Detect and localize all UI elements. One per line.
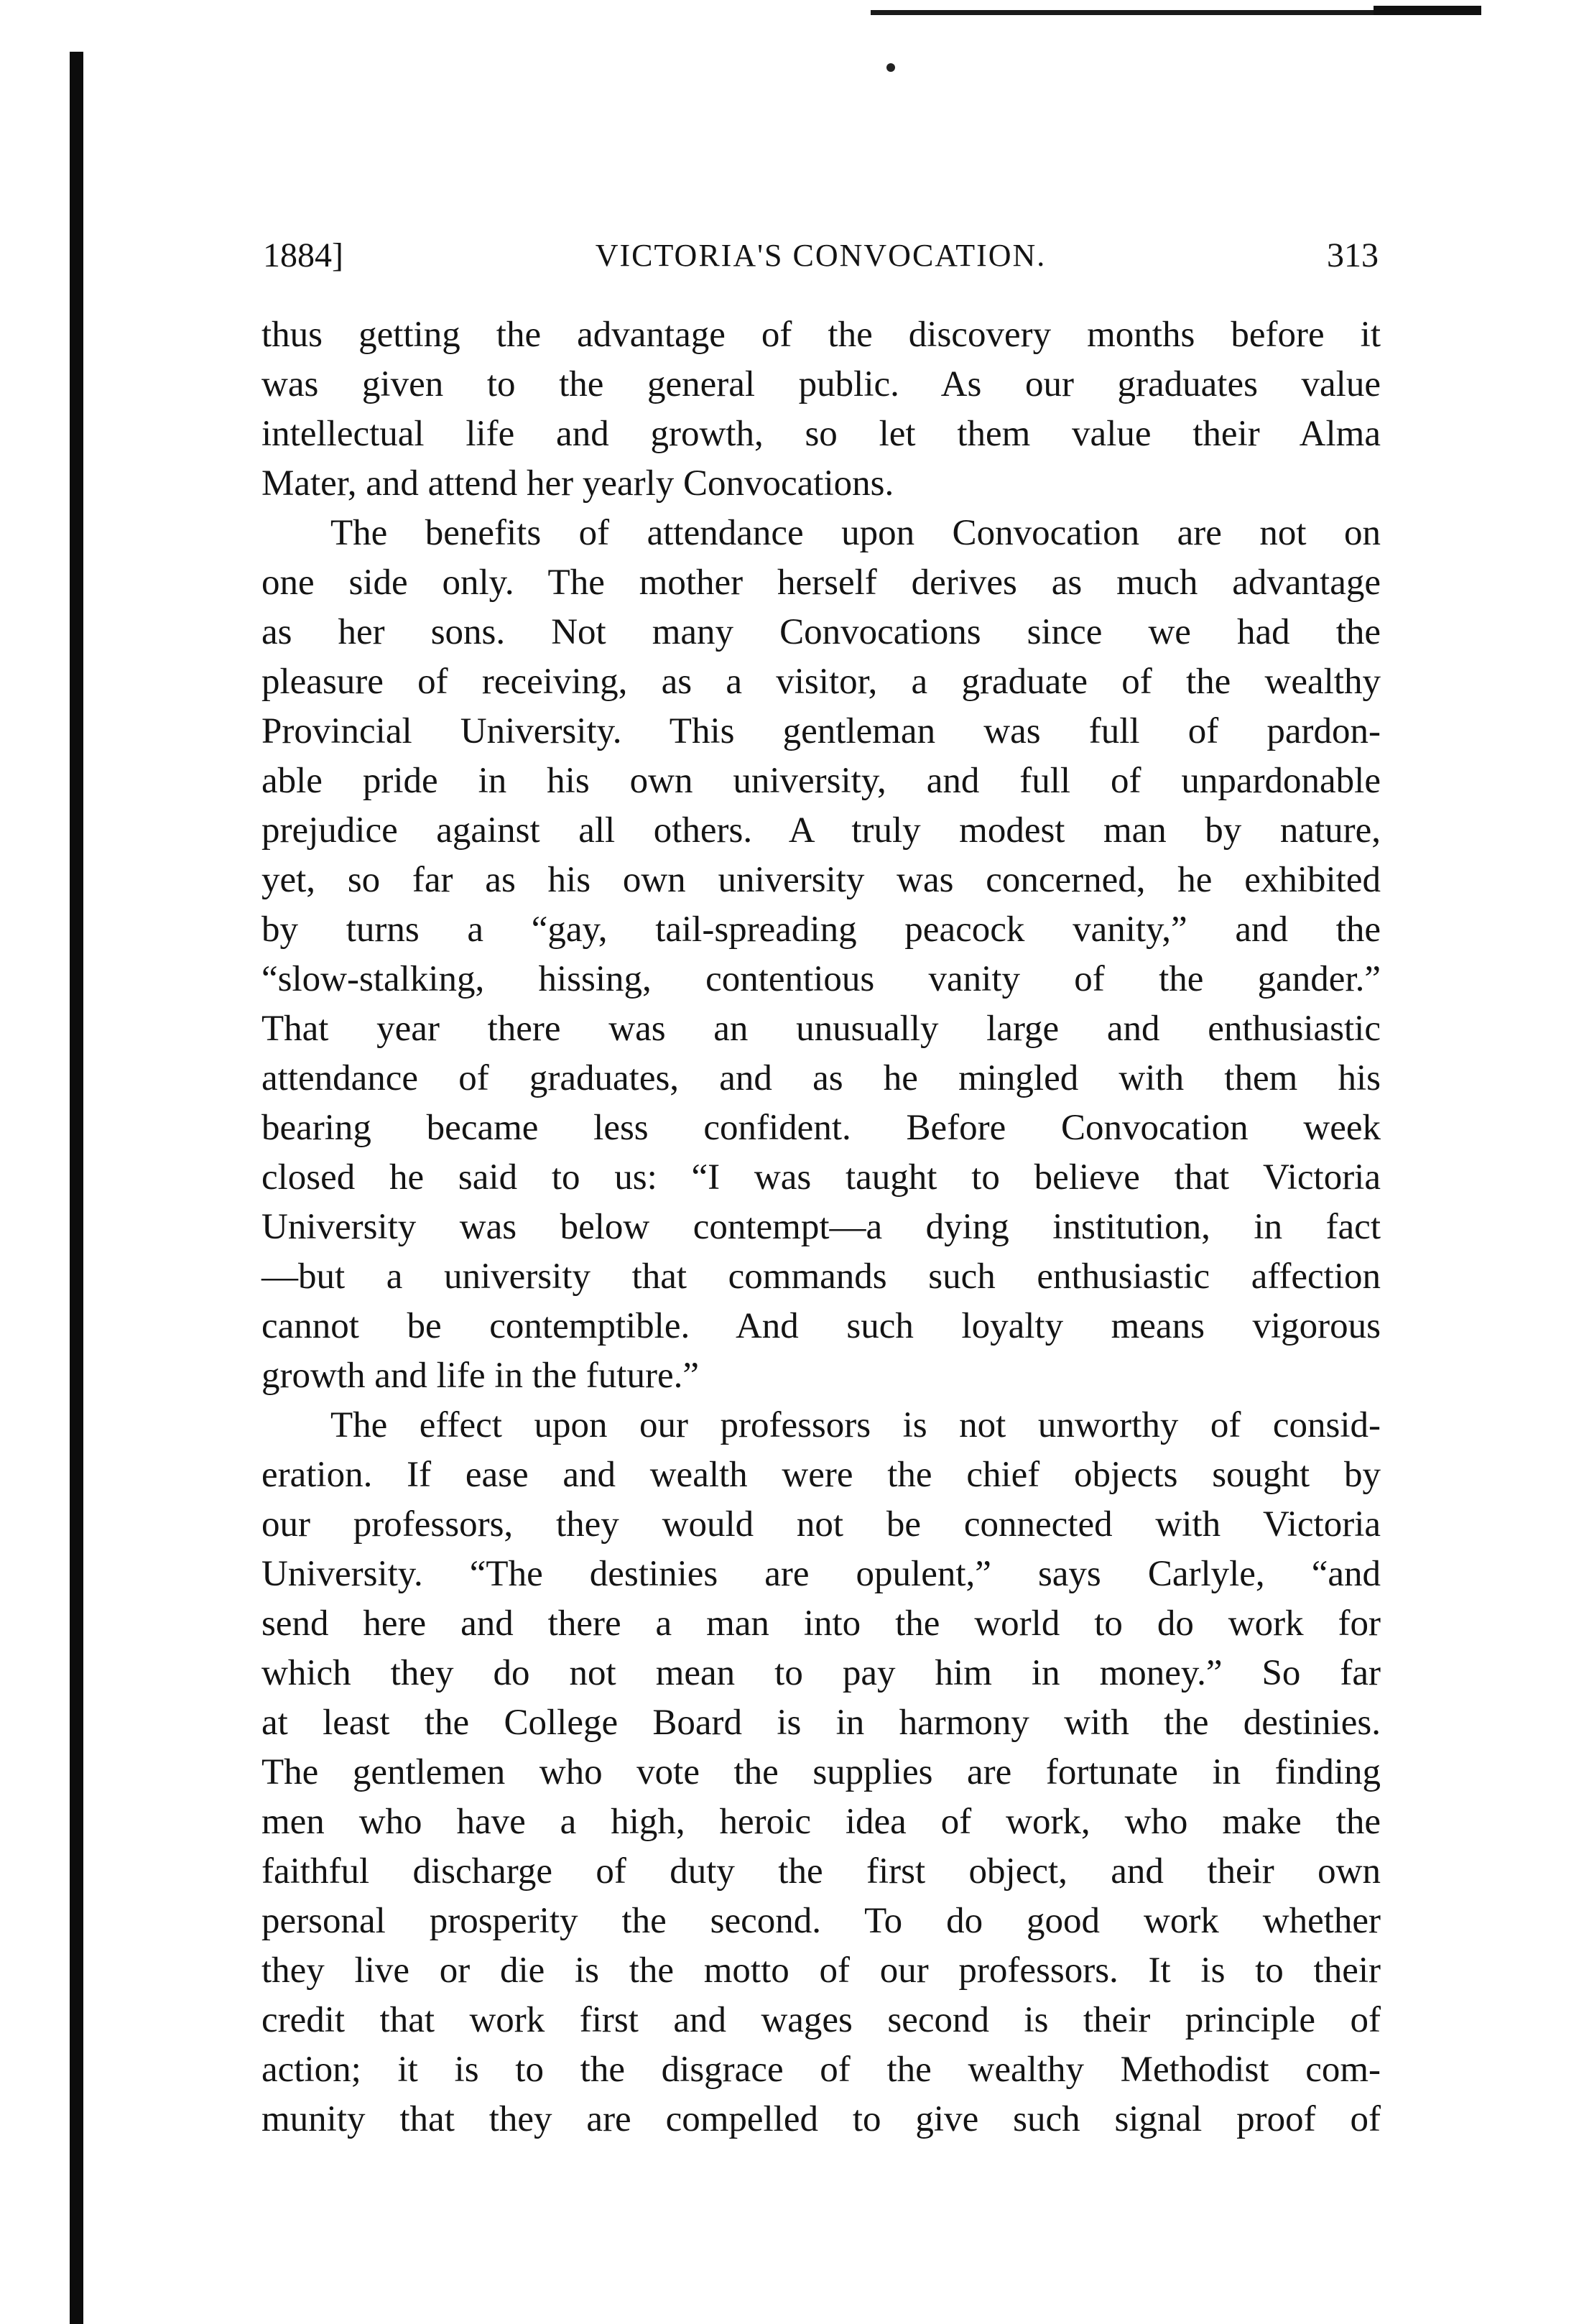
text-line: University was below contempt—a dying institution, in fact: [261, 1207, 1381, 1247]
text-line: attendance of graduates, and as he mingled with them his: [261, 1058, 1381, 1098]
header-title: VICTORIA'S CONVOCATION.: [595, 238, 1047, 273]
text-line: at least the College Board is in harmony with the destinies.: [261, 1703, 1381, 1743]
page-edge-bar: [70, 52, 83, 2324]
text-line: bearing became less confident. Before Convocation week: [261, 1108, 1381, 1148]
text-line: eration. If ease and wealth were the chief objects sought by: [261, 1455, 1381, 1495]
body-text: [261, 310, 1381, 2144]
text-line: The effect upon our professors is not unworthy of consid-: [330, 1405, 1381, 1445]
text-line: personal prosperity the second. To do good work whether: [261, 1901, 1381, 1941]
text-line: Mater, and attend her yearly Convocations.: [261, 463, 894, 504]
text-line: growth and life in the future.”: [261, 1356, 699, 1396]
text-line: as her sons. Not many Convocations since we had the: [261, 612, 1381, 652]
text-line: was given to the general public. As our graduates value: [261, 364, 1381, 404]
text-line: pleasure of receiving, as a visitor, a graduate of the wealthy: [261, 662, 1381, 702]
text-line: send here and there a man into the world to do work for: [261, 1603, 1381, 1644]
page-number: 313: [1327, 236, 1379, 274]
text-line: Provincial University. This gentleman was full of pardon-: [261, 711, 1381, 751]
text-line: University. “The destinies are opulent,” says Carlyle, “and: [261, 1554, 1381, 1594]
top-rule-end: [1374, 6, 1481, 15]
text-line: intellectual life and growth, so let them value their Alma: [261, 414, 1381, 454]
text-line: one side only. The mother herself derives as much advantage: [261, 563, 1381, 603]
text-line: faithful discharge of duty the first object, and their own: [261, 1851, 1381, 1892]
text-line: prejudice against all others. A truly modest man by nature,: [261, 810, 1381, 851]
header-year: 1884]: [263, 236, 343, 274]
text-line: which they do not mean to pay him in money.” So far: [261, 1653, 1381, 1693]
text-line: “slow-stalking, hissing, contentious vanity of the gander.”: [261, 959, 1381, 999]
text-line: they live or die is the motto of our professors. It is to their: [261, 1950, 1381, 1991]
text-line: action; it is to the disgrace of the wealthy Methodist com-: [261, 2050, 1381, 2090]
text-line: The benefits of attendance upon Convocation are not on: [330, 513, 1381, 553]
running-header: [263, 234, 1379, 277]
text-line: That year there was an unusually large and enthusiastic: [261, 1009, 1381, 1049]
text-line: our professors, they would not be connected with Victoria: [261, 1504, 1381, 1545]
text-line: men who have a high, heroic idea of work, who make the: [261, 1802, 1381, 1842]
text-line: able pride in his own university, and full of unpardonable: [261, 761, 1381, 801]
text-line: munity that they are compelled to give such signal proof of: [261, 2099, 1381, 2139]
text-line: yet, so far as his own university was concerned, he exhibited: [261, 860, 1381, 900]
text-line: —but a university that commands such enthusiastic affection: [261, 1256, 1381, 1297]
text-line: by turns a “gay, tail-spreading peacock vanity,” and the: [261, 909, 1381, 950]
ink-speck: [886, 63, 895, 72]
text-line: cannot be contemptible. And such loyalty means vigorous: [261, 1306, 1381, 1346]
text-line: closed he said to us: “I was taught to believe that Victoria: [261, 1157, 1381, 1198]
text-line: The gentlemen who vote the supplies are fortunate in finding: [261, 1752, 1381, 1792]
text-line: credit that work first and wages second is their principle of: [261, 2000, 1381, 2040]
text-line: thus getting the advantage of the discovery months before it: [261, 315, 1381, 355]
